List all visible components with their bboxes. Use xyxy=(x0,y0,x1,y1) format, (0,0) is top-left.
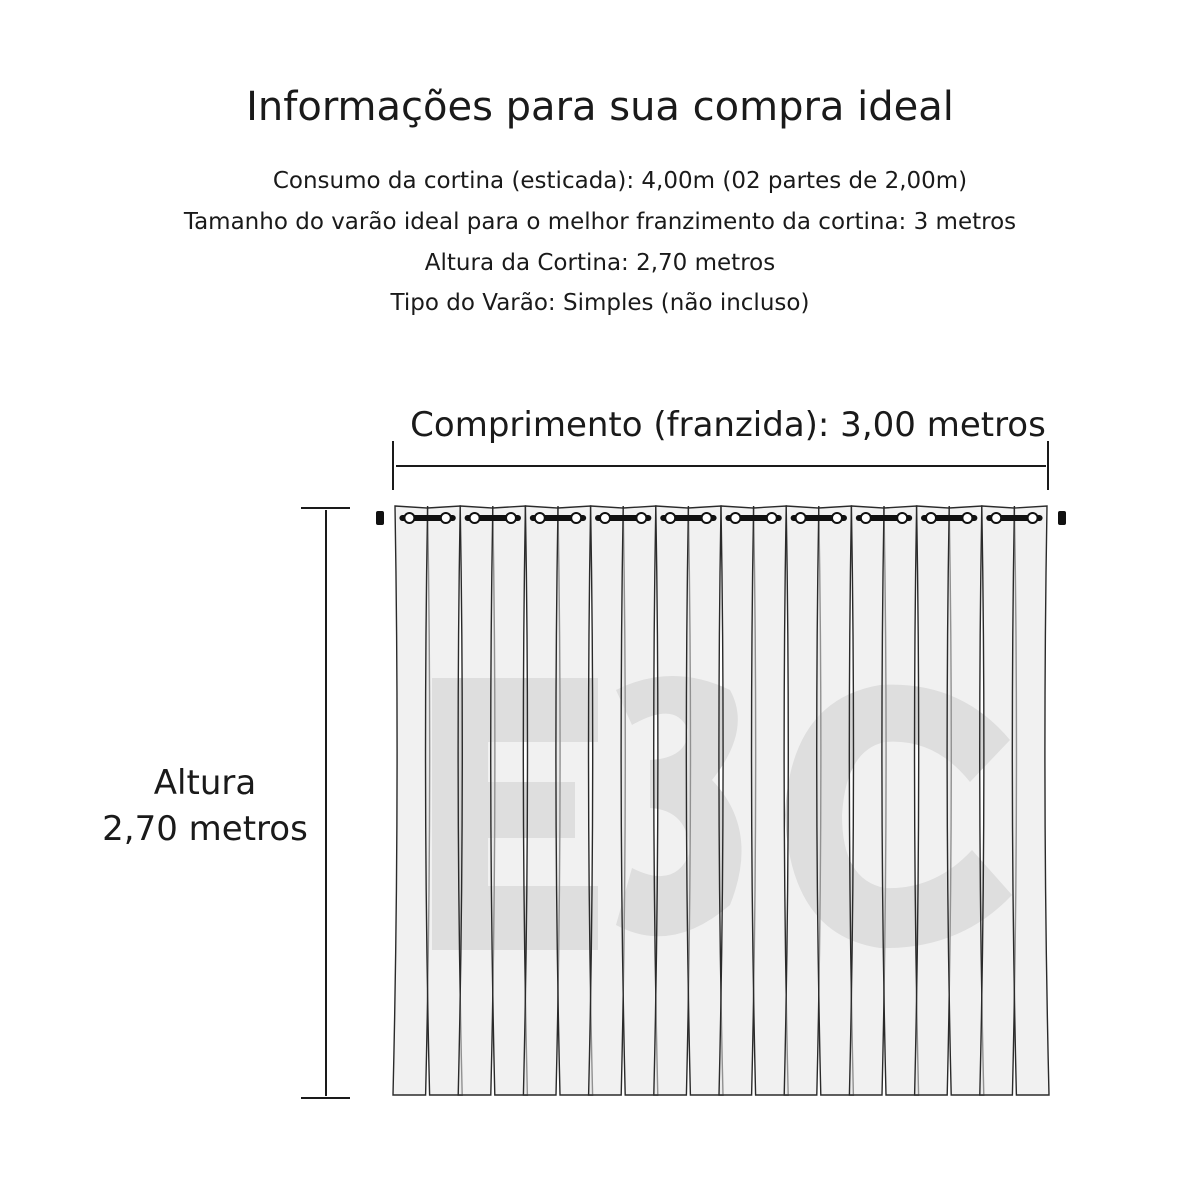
info-line-consumption: Consumo da cortina (esticada): 4,00m (02 partes de 2,00m) xyxy=(272,168,968,194)
curtain-panel xyxy=(393,506,430,1095)
curtain-ring xyxy=(600,513,610,523)
width-dimension xyxy=(393,441,1048,490)
curtain-ring xyxy=(636,513,646,523)
curtain-ring xyxy=(832,513,842,523)
curtain-ring xyxy=(796,513,806,523)
curtain-ring xyxy=(767,513,777,523)
rod-end-left xyxy=(376,511,384,525)
curtain-panel xyxy=(654,506,691,1095)
curtain-panel xyxy=(882,506,919,1095)
curtain-panel xyxy=(686,506,723,1095)
curtain-ring xyxy=(730,513,740,523)
curtain-ring xyxy=(962,513,972,523)
curtain-panel xyxy=(752,506,789,1095)
curtain-panel xyxy=(426,506,463,1095)
curtain-panel xyxy=(491,506,528,1095)
curtain-panel xyxy=(980,506,1017,1095)
curtain-panel xyxy=(556,506,593,1095)
curtain-panel xyxy=(589,506,626,1095)
curtain-ring xyxy=(535,513,545,523)
curtain-ring xyxy=(861,513,871,523)
curtain-ring xyxy=(702,513,712,523)
curtain-ring xyxy=(404,513,414,523)
curtain-ring xyxy=(897,513,907,523)
curtain-panel xyxy=(947,506,984,1095)
height-label-value: 2,70 metros xyxy=(102,809,308,849)
curtain-panel xyxy=(849,506,886,1095)
curtain-panel xyxy=(621,506,658,1095)
info-line-rod-size: Tamanho do varão ideal para o melhor franzimento da cortina: 3 metros xyxy=(183,209,1017,235)
curtain-panel xyxy=(458,506,495,1095)
curtain-ring xyxy=(441,513,451,523)
info-line-curtain-height: Altura da Cortina: 2,70 metros xyxy=(424,250,776,276)
curtain-panel xyxy=(523,506,560,1095)
page-title: Informações para sua compra ideal xyxy=(246,84,954,130)
curtain-panel xyxy=(784,506,821,1095)
curtain-panel xyxy=(915,506,952,1095)
curtain-panel xyxy=(817,506,854,1095)
curtain-ring xyxy=(571,513,581,523)
curtain-ring xyxy=(665,513,675,523)
rod-end-right xyxy=(1058,511,1066,525)
width-dimension-label: Comprimento (franzida): 3,00 metros xyxy=(410,405,1046,445)
curtain-ring xyxy=(506,513,516,523)
curtain-ring xyxy=(1028,513,1038,523)
curtain-ring xyxy=(991,513,1001,523)
curtain-panel xyxy=(719,506,756,1095)
info-line-rod-type: Tipo do Varão: Simples (não incluso) xyxy=(390,290,810,316)
height-label-title: Altura xyxy=(153,763,257,803)
curtain-ring xyxy=(926,513,936,523)
curtain-ring xyxy=(470,513,480,523)
height-dimension-label xyxy=(60,760,350,852)
curtain-panel xyxy=(1012,506,1049,1095)
